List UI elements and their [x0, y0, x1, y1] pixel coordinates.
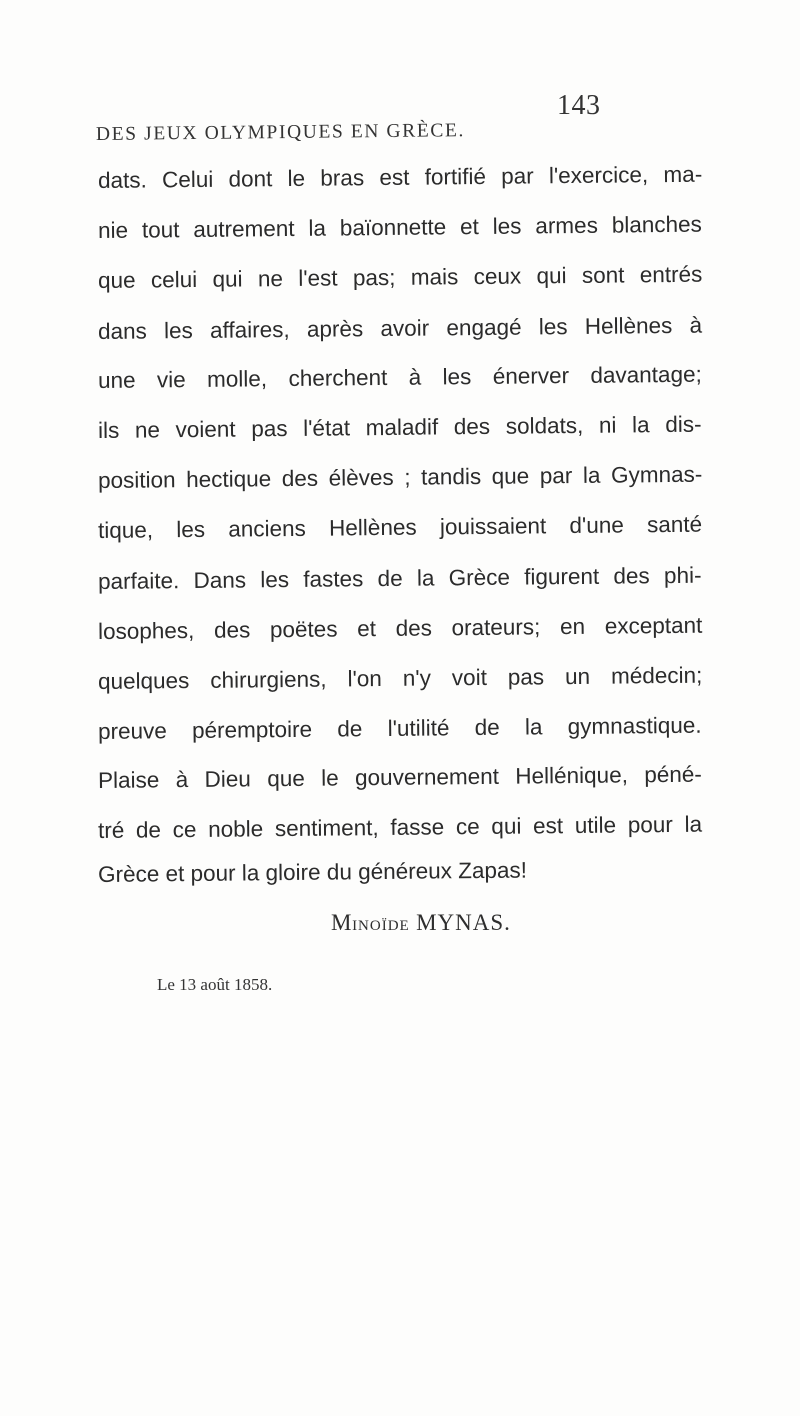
text-line: losophes, des poëtes et des orateurs; en exceptant: [97, 612, 703, 644]
signature-first-rest: INOÏDE: [352, 918, 410, 934]
text-line: dans les affaires, après avoir engagé les Hellènes à: [97, 312, 703, 344]
date-line: Le 13 août 1858.: [157, 975, 273, 994]
text-line: tique, les anciens Hellènes jouissaient d'une santé: [97, 511, 703, 543]
text-line: parfaite. Dans les fastes de la Grèce figurent des phi-: [97, 562, 702, 594]
signature-first-initial: M: [331, 910, 353, 935]
running-title: DES JEUX OLYMPIQUES EN GRÈCE.: [95, 120, 466, 145]
page-number: 143: [557, 90, 601, 121]
text-line: preuve péremptoire de l'utilité de la gymnastique.: [97, 712, 702, 744]
text-line: quelques chirurgiens, l'on n'y voit pas un médecin;: [97, 662, 703, 694]
text-line: que celui qui ne l'est pas; mais ceux qui sont entrés: [97, 261, 703, 293]
signature: [331, 910, 511, 936]
text-line: une vie molle, cherchent à les énerver davantage;: [97, 361, 702, 393]
text-line: nie tout autrement la baïonnette et les armes blanches: [97, 211, 702, 243]
text-line: tré de ce noble sentiment, fasse ce qui est utile pour la: [97, 811, 703, 843]
text-line: position hectique des élèves ; tandis que par la Gymnas-: [97, 461, 703, 493]
text-line: ils ne voient pas l'état maladif des soldats, ni la dis-: [97, 411, 702, 443]
signature-last-name: MYNAS.: [416, 910, 511, 935]
text-line: dats. Celui dont le bras est fortifié par l'exercice, ma-: [97, 161, 703, 193]
text-line: Grèce et pour la gloire du généreux Zapas!: [97, 857, 528, 887]
text-line: Plaise à Dieu que le gouvernement Hellénique, péné-: [97, 761, 702, 793]
